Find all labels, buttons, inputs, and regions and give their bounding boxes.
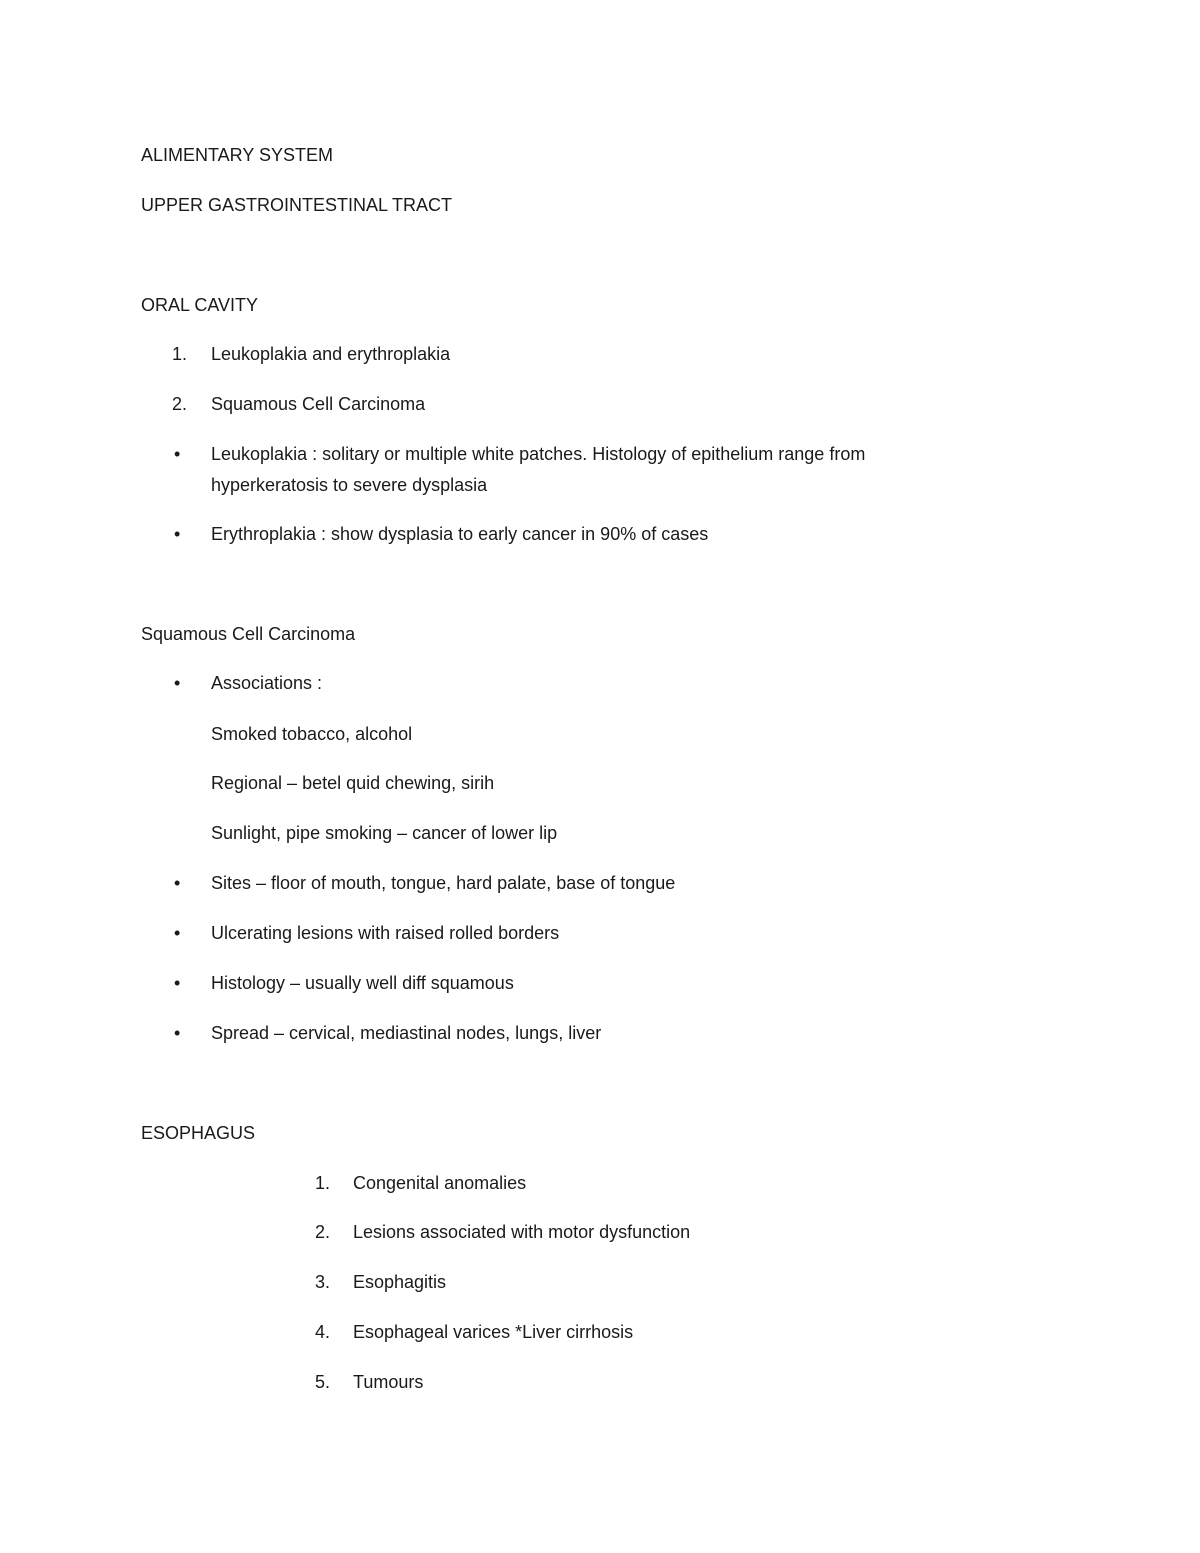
bullet-marker: • — [174, 524, 181, 544]
list-number: 2. — [315, 1222, 331, 1242]
list-item-text: Squamous Cell Carcinoma — [211, 394, 426, 414]
bullet-marker: • — [174, 873, 181, 893]
list-number: 2. — [172, 394, 188, 414]
esophagus-heading: ESOPHAGUS — [141, 1123, 256, 1143]
oral-cavity-heading: ORAL CAVITY — [141, 295, 259, 315]
bullet-text: Erythroplakia : show dysplasia to early cancer in 90% of cases — [211, 524, 709, 544]
list-number: 5. — [315, 1372, 331, 1392]
association-entry: Smoked tobacco, alcohol — [211, 724, 413, 744]
bullet-marker: • — [174, 973, 181, 993]
bullet-text-line1: Leukoplakia : solitary or multiple white patches. Histology of epithelium range from — [211, 444, 866, 464]
bullet-marker: • — [174, 444, 181, 464]
list-item-text: Congenital anomalies — [353, 1173, 527, 1193]
document-subtitle: UPPER GASTROINTESTINAL TRACT — [141, 195, 453, 215]
list-item-text: Esophageal varices *Liver cirrhosis — [353, 1322, 634, 1342]
document-title: ALIMENTARY SYSTEM — [141, 145, 334, 165]
associations-label: Associations : — [211, 673, 323, 693]
list-number: 1. — [315, 1173, 331, 1193]
bullet-marker: • — [174, 1023, 181, 1043]
list-item-text: Leukoplakia and erythroplakia — [211, 344, 451, 364]
bullet-text: Histology – usually well diff squamous — [211, 973, 514, 993]
bullet-text-line2: hyperkeratosis to severe dysplasia — [211, 475, 488, 495]
bullet-text: Spread – cervical, mediastinal nodes, lungs, liver — [211, 1023, 602, 1043]
list-number: 3. — [315, 1272, 331, 1292]
association-entry: Sunlight, pipe smoking – cancer of lower lip — [211, 823, 558, 843]
bullet-text: Ulcerating lesions with raised rolled borders — [211, 923, 560, 943]
bullet-marker: • — [174, 673, 181, 693]
list-item-text: Tumours — [353, 1372, 424, 1392]
list-item-text: Esophagitis — [353, 1272, 447, 1292]
list-number: 4. — [315, 1322, 331, 1342]
bullet-text: Sites – floor of mouth, tongue, hard palate, base of tongue — [211, 873, 676, 893]
scc-heading: Squamous Cell Carcinoma — [141, 624, 356, 644]
association-entry: Regional – betel quid chewing, sirih — [211, 773, 495, 793]
bullet-marker: • — [174, 923, 181, 943]
list-number: 1. — [172, 344, 188, 364]
list-item-text: Lesions associated with motor dysfunction — [353, 1222, 691, 1242]
